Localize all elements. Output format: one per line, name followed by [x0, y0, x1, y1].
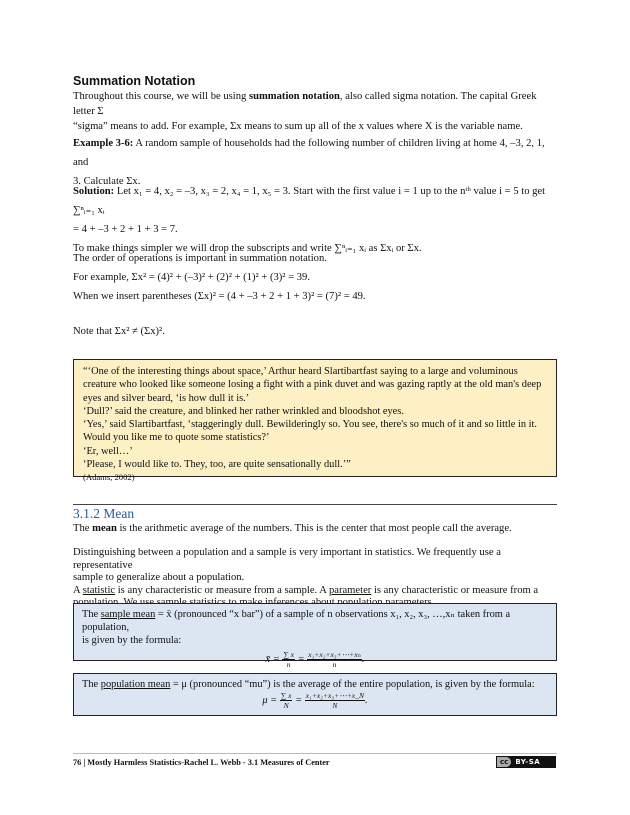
- parameter-text: is any characteristic or measure from a: [371, 584, 539, 596]
- section-divider: [73, 504, 557, 505]
- population-sample-paragraph: [73, 547, 557, 610]
- quote-citation: (Adams, 2002): [83, 472, 135, 483]
- example-label: Example 3-6:: [73, 138, 134, 149]
- formula-lhs: μ =: [262, 694, 278, 706]
- formula-lhs: x̄ =: [265, 653, 280, 665]
- summation-heading: Summation Notation: [73, 74, 196, 88]
- formula-period: .: [361, 653, 365, 665]
- order-paragraph: [73, 249, 557, 306]
- footer-divider: [73, 753, 557, 754]
- intro-text-line2: “sigma” means to add. For example, Σx means to sum up all of the x values where X is the variable name.: [73, 121, 523, 132]
- cc-icon: cc: [497, 757, 511, 767]
- population-mean-line1: [82, 678, 548, 691]
- example-text: A random sample of households had the following number of children living at home 4, –3, 2, 1, and: [73, 138, 545, 168]
- fraction-numerator: ∑ x: [280, 691, 292, 700]
- parameter-term: parameter: [328, 584, 372, 596]
- statistic-text-cont: is any characteristic or measure from a sample. A: [115, 584, 329, 596]
- intro-text: Throughout this course, we will be using: [73, 91, 249, 102]
- statistic-term: statistic: [82, 584, 116, 596]
- pop-sample-text-line2: sample to generalize about a population.: [73, 572, 245, 583]
- population-mean-box: [73, 673, 557, 716]
- license-label: BY-SA: [515, 758, 541, 766]
- quote-line: ‘Dull?’ said the creature, and blinked her rather wrinkled and bloodshot eyes.: [83, 405, 404, 417]
- fraction-numerator: x₁+x₂+x₃+⋯+xₙ: [308, 650, 361, 659]
- formula-equals: =: [297, 653, 305, 665]
- quote-line: Would you like me to quote some statistics?’: [83, 432, 270, 444]
- fraction-denominator: n: [286, 660, 291, 669]
- solution-text: Let x₁ = 4, x₂ = –3, x₃ = 2, x₄ = 1, x₅ = 3. Start with the first value i = 1 up to the nᵗʰ value i = 5 to get ∑ⁿᵢ₌₁ xᵢ: [73, 186, 546, 216]
- example-text-line2: 3. Calculate Σx.: [73, 176, 141, 187]
- sample-mean-line1: [82, 608, 548, 634]
- statistic-text: A: [73, 584, 83, 596]
- quote-line: ‘Yes,’ said Slartibartfast, ‘staggeringly dull. Bewilderingly so. You see, there's so much of it and so little in it.: [83, 419, 538, 431]
- cc-license-badge: [496, 756, 556, 768]
- mean-definition: [73, 521, 557, 536]
- fraction-numerator: ∑ x: [283, 650, 295, 659]
- order-text: The order of operations is important in summation notation.: [73, 253, 327, 264]
- quote-line: ‘Please, I would like to. They, too, are quite sensationally dull.’”: [83, 459, 351, 471]
- sample-mean-formula: [82, 650, 548, 669]
- formula-equals: =: [295, 694, 303, 706]
- formula-fraction-expanded: [307, 650, 362, 669]
- page-footer: 76 | Mostly Harmless Statistics-Rachel L. Webb - 3.1 Measures of Center: [73, 758, 330, 767]
- sample-mean-text-cont: = x̄ (pronounced “x bar”) of a sample of n observations x₁, x₂, x₃, …,xₙ taken from a population,: [82, 609, 511, 633]
- fraction-denominator: N: [332, 701, 338, 710]
- intro-text-cont: , also called sigma notation. The capital Greek letter Σ: [73, 91, 537, 117]
- formula-fraction-sum: [282, 650, 295, 669]
- formula-fraction-expanded: [305, 691, 365, 710]
- population-mean-text-cont: = μ (pronounced “mu”) is the average of the entire population, is given by the formula:: [170, 679, 535, 690]
- solution-text-line2: = 4 + –3 + 2 + 1 + 3 = 7.: [73, 224, 178, 235]
- population-mean-formula: [82, 691, 548, 710]
- summation-intro: [73, 89, 557, 134]
- mean-bold-term: mean: [92, 523, 117, 534]
- pop-sample-text: Distinguishing between a population and a sample is very important in statistics. We frequently use a representative: [73, 547, 501, 571]
- note-paragraph: Note that Σx² ≠ (Σx)².: [73, 326, 165, 337]
- formula-fraction-sum: [280, 691, 293, 710]
- order-example-2: When we insert parentheses (Σx)² = (4 + –3 + 2 + 1 + 3)² = (7)² = 49.: [73, 291, 366, 302]
- solution-label: Solution:: [73, 186, 115, 197]
- order-example-1: For example, Σx² = (4)² + (–3)² + (2)² + (1)² + (3)² = 39.: [73, 272, 310, 283]
- quote-line: creature who looked like someone losing a fight with a pink duvet and was gazing raptly at the old man's deep: [83, 379, 542, 391]
- mean-def-text-cont: is the arithmetic average of the numbers. This is the center that most people call the average.: [116, 523, 512, 534]
- intro-bold-term: summation notation: [248, 91, 340, 102]
- sample-mean-term: sample mean: [100, 609, 156, 620]
- sample-mean-text: The: [82, 609, 101, 620]
- mean-def-text: The: [73, 523, 93, 534]
- sample-mean-box: [73, 603, 557, 669]
- mean-heading: 3.1.2 Mean: [73, 506, 135, 521]
- population-mean-text: The: [82, 679, 101, 690]
- quote-box: [73, 359, 557, 483]
- quote-line: ‘Er, well…’: [83, 445, 133, 457]
- formula-period: .: [365, 694, 368, 706]
- simplify-text: To make things simpler we will drop the subscripts and write ∑ⁿᵢ₌₁ xᵢ as Σxᵢ or Σx.: [73, 243, 422, 254]
- solution-paragraph: [73, 182, 557, 258]
- sample-mean-line2: is given by the formula:: [82, 635, 182, 646]
- quote-line: “‘One of the interesting things about space,’ Arthur heard Slartibartfast saying to a large and voluminous: [83, 366, 518, 377]
- quote-line: eyes and silver beard, ‘is how dull it is.’: [83, 392, 250, 404]
- fraction-numerator: x₁+x₂+x₃+⋯+x_N: [305, 691, 365, 700]
- population-mean-term: population mean: [100, 679, 171, 690]
- fraction-denominator: N: [283, 701, 289, 710]
- fraction-denominator: n: [332, 660, 337, 669]
